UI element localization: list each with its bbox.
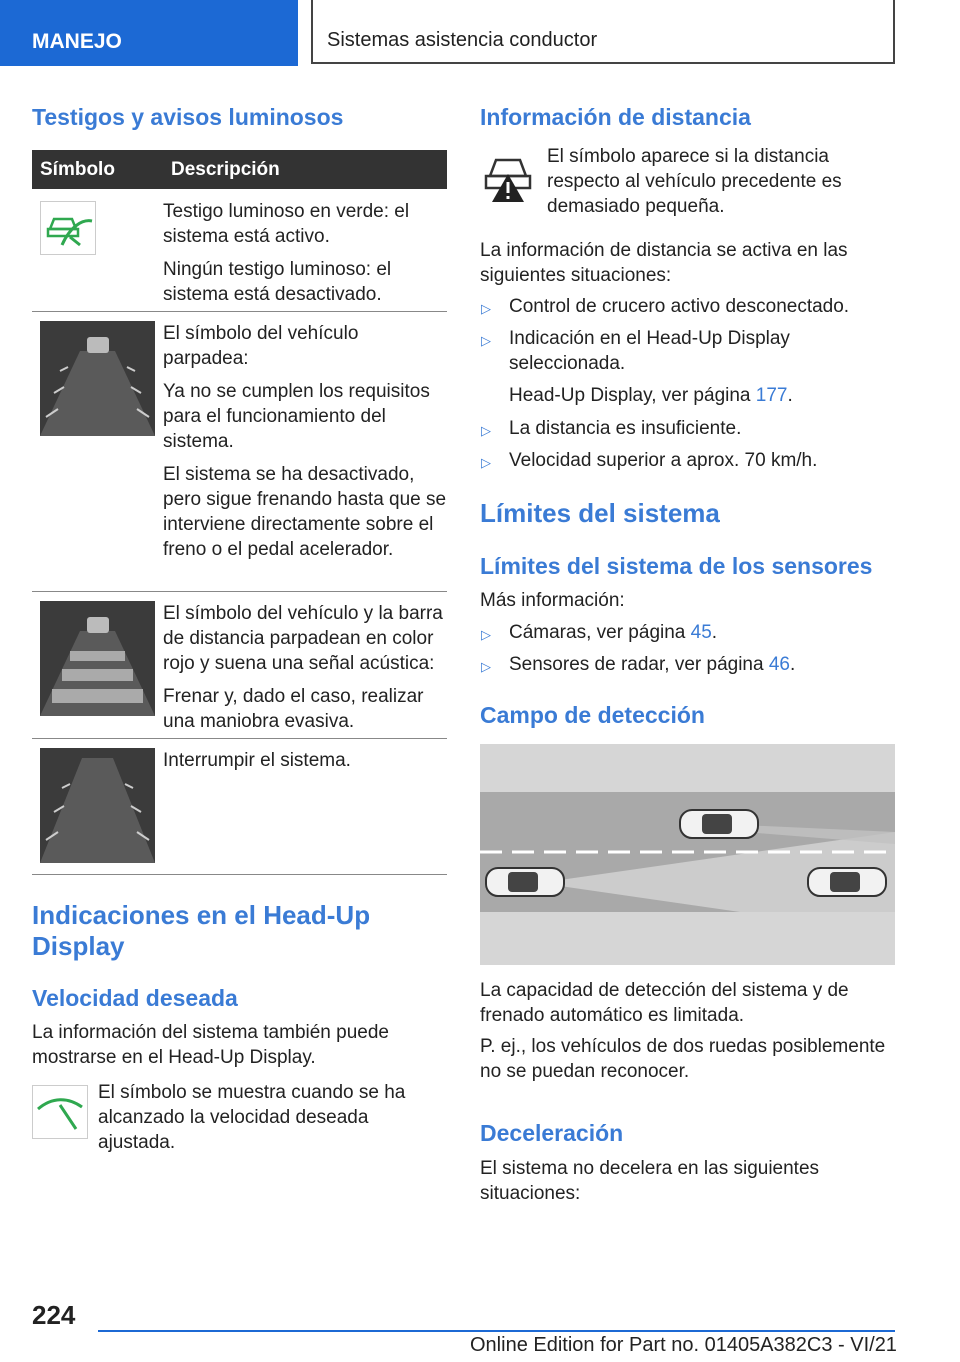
decel-title: Deceleración xyxy=(480,1120,624,1146)
road-icon xyxy=(40,748,155,863)
list-item: Indicación en el Head-Up Display seleccionada. xyxy=(509,328,790,374)
row-text: El símbolo del vehículo parpadea: xyxy=(163,323,359,369)
edition-label: Online Edition for Part no. 01405A382C3 - VI/21 xyxy=(470,1334,897,1356)
bullet-triangle-icon: ▷ xyxy=(481,659,491,674)
list-item: Sensores de radar, ver página 46. xyxy=(509,654,796,675)
col-symbol: Símbolo xyxy=(32,150,163,189)
hud-title: Indicaciones en el Head-Up Display xyxy=(32,900,371,961)
row-text: El sistema se ha desactivado, pero sigue frenando hasta que se interviene directamente sobre el freno o el pedal acelerador. xyxy=(163,464,447,560)
detection-field-illustration xyxy=(480,744,895,965)
footer-divider xyxy=(98,1330,895,1332)
car-icon xyxy=(808,868,886,896)
bullet-text: Sensores de radar, ver página xyxy=(509,654,764,675)
field-title: Campo de detección xyxy=(480,702,705,728)
list-item: Control de crucero activo desconectado. xyxy=(509,296,850,317)
field-text-2: P. ej., los vehículos de dos ruedas posiblemente no se puedan reconocer. xyxy=(480,1036,886,1082)
list-item: La distancia es insuficiente. xyxy=(509,418,742,439)
decel-text: El sistema no decelera en las siguientes situaciones: xyxy=(480,1158,820,1204)
table-row xyxy=(32,311,447,592)
page-link[interactable]: 177 xyxy=(755,385,788,406)
list-item: Cámaras, ver página 45. xyxy=(509,622,718,643)
distance-icon-text: El símbolo aparece si la distancia respecto al vehículo precedente es demasiado pequeña. xyxy=(547,146,842,217)
car-icon xyxy=(486,868,564,896)
bullet-triangle-icon: ▷ xyxy=(481,301,491,316)
field-text-1: La capacidad de detección del sistema y de frenado automático es limitada. xyxy=(480,980,849,1026)
table-row xyxy=(32,591,447,739)
sensor-title: Límites del sistema de los sensores xyxy=(480,553,873,579)
page-link[interactable]: 46 xyxy=(768,654,790,675)
row-text: Frenar y, dado el caso, realizar una maniobra evasiva. xyxy=(163,686,424,732)
speed-icon-text: El símbolo se muestra cuando se ha alcanzado la velocidad deseada ajustada. xyxy=(98,1082,406,1153)
speed-text: La información del sistema también puede mostrarse en el Head-Up Display. xyxy=(32,1022,389,1068)
speed-reached-icon xyxy=(32,1085,88,1139)
col-description: Descripción xyxy=(163,150,447,189)
page-link[interactable]: 45 xyxy=(690,622,712,643)
limits-title: Límites del sistema xyxy=(480,498,720,528)
symbol-table xyxy=(32,150,447,189)
row-text: El símbolo del vehículo y la barra de distancia parpadean en color rojo y suena una señal acústica: xyxy=(163,603,443,674)
hud-reference: Head-Up Display, ver página 177. xyxy=(509,385,793,406)
distance-bar-icon xyxy=(40,601,155,716)
chapter-tab xyxy=(311,0,895,64)
speed-title: Velocidad deseada xyxy=(32,985,238,1011)
vehicle-blink-icon xyxy=(40,321,155,436)
chapter-label: Sistemas asistencia conductor xyxy=(327,29,598,51)
page-number: 224 xyxy=(32,1300,76,1330)
hud-ref-text: Head-Up Display, ver página xyxy=(509,385,751,406)
bullet-triangle-icon: ▷ xyxy=(481,627,491,642)
row-text: Ya no se cumplen los requisitos para el funcionamiento del sistema. xyxy=(163,381,430,452)
row-text: Ningún testigo luminoso: el sistema está desactivado. xyxy=(163,259,392,305)
distance-warning-icon xyxy=(480,150,536,204)
table-row xyxy=(32,189,447,312)
more-info: Más información: xyxy=(480,590,625,611)
bullet-triangle-icon: ▷ xyxy=(481,333,491,348)
list-item: Velocidad superior a aprox. 70 km/h. xyxy=(509,450,818,471)
table-row xyxy=(32,738,447,875)
car-icon xyxy=(680,810,758,838)
cruise-green-icon xyxy=(40,201,96,255)
bullet-triangle-icon: ▷ xyxy=(481,423,491,438)
distance-intro: La información de distancia se activa en las siguientes situaciones: xyxy=(480,240,848,286)
section-label: MANEJO xyxy=(32,30,122,53)
distance-title: Información de distancia xyxy=(480,104,751,130)
warning-lights-title: Testigos y avisos luminosos xyxy=(32,104,344,130)
section-tab xyxy=(0,0,298,66)
row-text: Testigo luminoso en verde: el sistema está activo. xyxy=(163,201,410,247)
row-text: Interrumpir el sistema. xyxy=(163,750,351,771)
bullet-triangle-icon: ▷ xyxy=(481,455,491,470)
bullet-text: Cámaras, ver página xyxy=(509,622,686,643)
